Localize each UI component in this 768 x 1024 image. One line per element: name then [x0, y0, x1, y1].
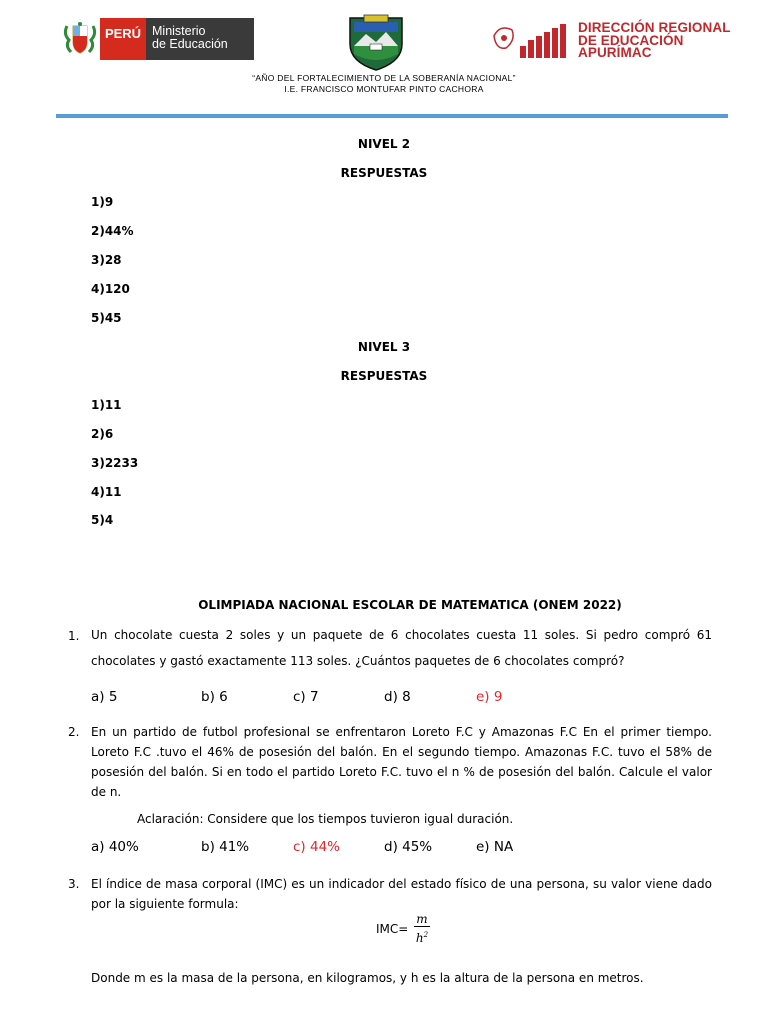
formula-fraction	[414, 912, 430, 946]
peru-ministry-logo	[60, 18, 254, 60]
nivel-2-answer-3: 3)28	[91, 253, 122, 267]
formula-denominator	[414, 927, 430, 946]
nivel-3-answer-4: 4)11	[91, 485, 122, 499]
question-1-line-1: Un chocolate cuesta 2 soles y un paquete de 6 chocolates cuesta 11 soles. Si pedro compró 61	[91, 628, 712, 642]
peru-coat-of-arms-icon	[60, 18, 100, 60]
nivel-3-answer-5: 5)4	[91, 513, 114, 527]
nivel-2-answer-5: 5)45	[91, 311, 122, 325]
question-1-option-a: a) 5	[91, 689, 118, 705]
question-2-option-b: b) 41%	[201, 839, 250, 855]
year-motto: “AÑO DEL FORTALECIMIENTO DE LA SOBERANÍA NACIONAL”	[252, 73, 516, 83]
question-1-option-c: c) 7	[293, 689, 319, 705]
question-2-note: Aclaración: Considere que los tiempos tuvieron igual duración.	[137, 812, 514, 826]
nivel-3-answer-2: 2)6	[91, 427, 114, 441]
question-3-number: 3.	[68, 877, 80, 891]
question-2-text: En un partido de futbol profesional se enfrentaron Loreto F.C y Amazonas F.C En el primer tiempo. Loreto F.C .tuvo el 46% de posesión del balón. En el segundo tiempo. Amazonas F.C. tuvo el 58% de posesión del balón. Si en todo el partido Loreto F.C. tuvo el n % de posesión del balón. Calcule el valor de n.	[91, 725, 712, 799]
question-2-option-a: a) 40%	[91, 839, 139, 855]
question-3-text: El índice de masa corporal (IMC) es un indicador del estado físico de una persona, su valor viene dado por la siguiente formula:	[91, 877, 712, 911]
question-1-number: 1.	[68, 629, 80, 643]
question-2-number: 2.	[68, 725, 80, 739]
nivel-2-subheading: RESPUESTAS	[340, 166, 428, 180]
question-3-closing: Donde m es la masa de la persona, en kilogramos, y h es la altura de la persona en metros.	[91, 971, 644, 985]
nivel-2-answer-1: 1)9	[91, 195, 114, 209]
school-crest-icon	[346, 14, 406, 72]
question-2-option-c-correct: c) 44%	[293, 839, 340, 855]
ministry-line-1: Ministerio	[152, 24, 206, 38]
nivel-2-heading: NIVEL 2	[357, 137, 411, 151]
dre-emblem-icon	[490, 20, 574, 60]
peru-label-block	[100, 18, 146, 60]
question-1-line-2: chocolates y gastó exactamente 113 soles. ¿Cuántos paquetes de 6 chocolates compró?	[91, 654, 625, 668]
imc-formula	[376, 912, 429, 945]
dre-apurimac-logo	[490, 20, 740, 70]
nivel-3-heading: NIVEL 3	[357, 340, 411, 354]
header-divider	[56, 114, 728, 118]
school-name: I.E. FRANCISCO MONTUFAR PINTO CACHORA	[284, 84, 484, 94]
question-1-option-d: d) 8	[384, 689, 411, 705]
dre-line-3: APURÍMAC	[578, 45, 652, 60]
nivel-2-answer-2: 2)44%	[91, 224, 134, 238]
formula-denominator-base: h	[415, 931, 424, 945]
dre-line-1: DIRECCIÓN REGIONAL	[578, 20, 731, 35]
nivel-3-answer-3: 3)2233	[91, 456, 139, 470]
question-1-option-b: b) 6	[201, 689, 228, 705]
nivel-3-answer-1: 1)11	[91, 398, 122, 412]
nivel-2-answer-4: 4)120	[91, 282, 130, 296]
question-1-option-e-correct: e) 9	[476, 689, 503, 705]
dre-line-2: DE EDUCACIÓN	[578, 32, 684, 48]
formula-exponent: 2	[423, 931, 429, 939]
peru-label: PERÚ	[104, 25, 142, 41]
question-1-text	[91, 622, 712, 674]
dre-title	[578, 22, 731, 60]
nivel-3-subheading: RESPUESTAS	[340, 369, 428, 383]
formula-label: IMC=	[376, 922, 409, 936]
formula-numerator: m	[414, 912, 430, 927]
question-2-option-d: d) 45%	[384, 839, 433, 855]
ministry-line-2: de Educación	[152, 37, 228, 51]
exam-title: OLIMPIADA NACIONAL ESCOLAR DE MATEMATICA (ONEM 2022)	[198, 598, 622, 612]
ministry-label-block	[146, 18, 254, 60]
question-2-option-e: e) NA	[476, 839, 514, 855]
